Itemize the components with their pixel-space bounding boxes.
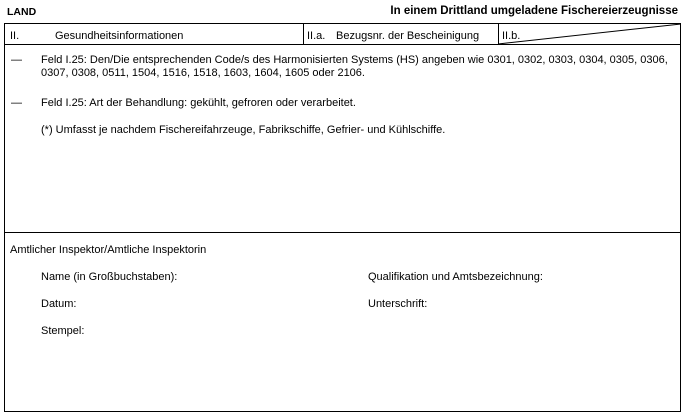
date-label: Datum: <box>41 298 77 310</box>
certificate-frame <box>4 23 681 412</box>
qualification-label: Qualifikation und Amtsbezeichnung: <box>368 271 543 283</box>
extra-label: II.b. <box>502 30 521 42</box>
name-label: Name (in Großbuchstaben): <box>41 271 178 283</box>
note-hs-codes: Feld I.25: Den/Die entsprechenden Code/s des Harmonisierten Systems (HS) angeben wie 0301, 0302, 0303, 0304, 0305, 0306, 0307, 0308, 0511, 1504, 1516, 1518, 1603, 1604, 1605 oder 2106. <box>41 54 668 79</box>
header-row-divider <box>5 44 680 45</box>
strikethrough-diagonal <box>498 24 681 44</box>
section-number: II. <box>10 30 20 42</box>
ref-label: II.a. <box>307 30 326 42</box>
note-treatment: Feld I.25: Art der Behandlung: gekühlt, gefroren oder verarbeitet. <box>41 97 356 109</box>
country-label: LAND <box>7 6 37 18</box>
note-dash: — <box>11 54 22 66</box>
inspector-heading: Amtlicher Inspektor/Amtliche Inspektorin <box>10 244 207 256</box>
signature-label: Unterschrift: <box>368 298 428 310</box>
section-title: Gesundheitsinformationen <box>55 30 184 42</box>
ref-title: Bezugsnr. der Bescheinigung <box>336 30 480 42</box>
note-dash: — <box>11 97 22 109</box>
document-title: In einem Drittland umgeladene Fischereierzeugnisse <box>390 5 678 17</box>
stamp-label: Stempel: <box>41 325 85 337</box>
inspector-section-divider <box>5 232 680 233</box>
column-divider-iia <box>303 24 304 44</box>
footnote: (*) Umfasst je nachdem Fischereifahrzeuge, Fabrikschiffe, Gefrier- und Kühlschiffe. <box>41 124 446 136</box>
